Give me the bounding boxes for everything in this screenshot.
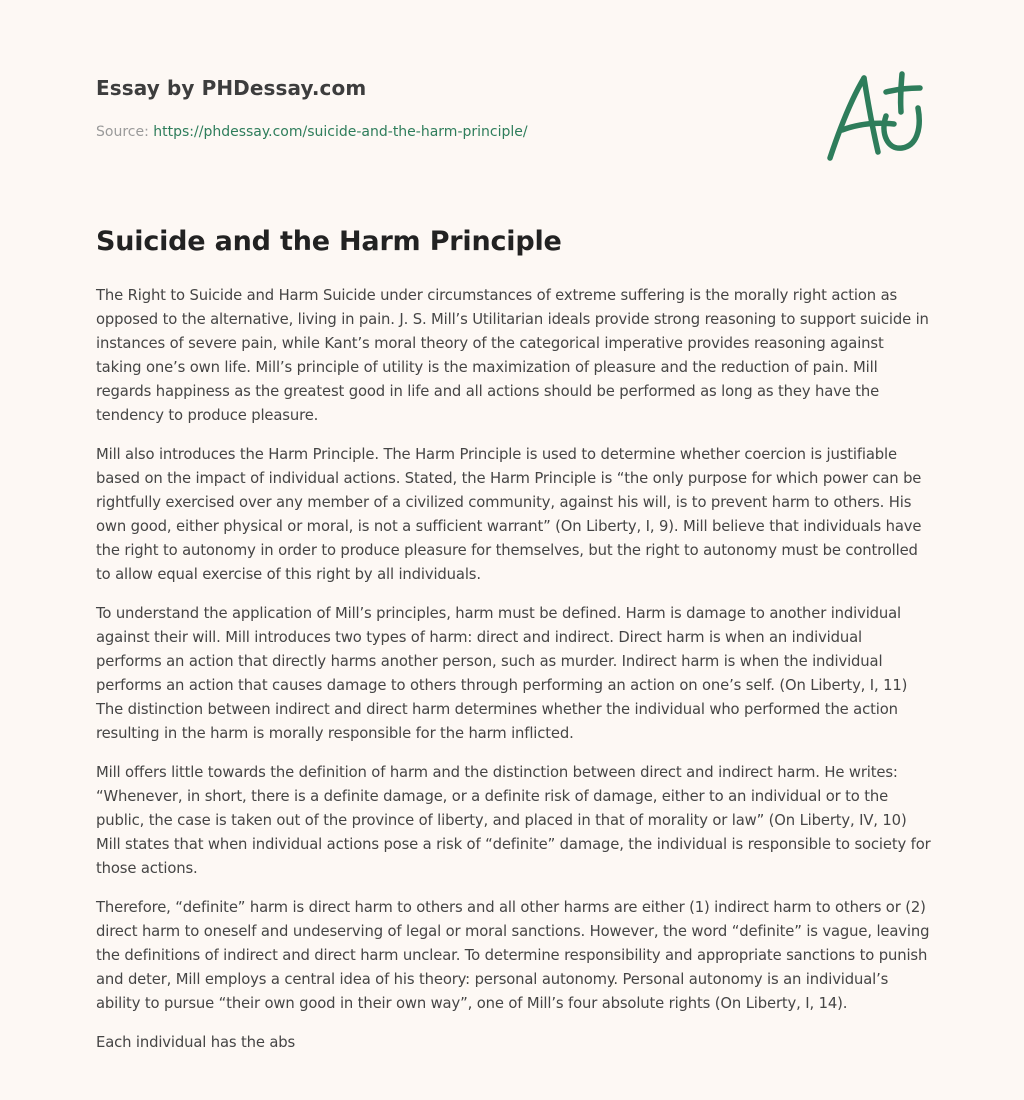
source-label: Source: bbox=[96, 124, 154, 140]
a-plus-logo-icon bbox=[822, 68, 928, 164]
essay-paragraph: Mill also introduces the Harm Principle. The Harm Principle is used to determine whether coercion is justifiable based on the impact of individual actions. Stated, the Harm Principle is “the only purpose for which power can be rightfully exercised over any member of a civilized community, against his will, is to prevent harm to others. His own good, either physical or moral, is not a sufficient warrant” (On Liberty, I, 9). Mill believe that individuals have the right to autonomy in order to produce pleasure for themselves, but the right to autonomy must be controlled to allow equal exercise of this right by all individuals. bbox=[96, 446, 922, 583]
essay-title: Suicide and the Harm Principle bbox=[96, 226, 562, 257]
source-link[interactable]: https://phdessay.com/suicide-and-the-harm-principle/ bbox=[153, 124, 528, 140]
essay-paragraph-truncated: Each individual has the abs bbox=[96, 1034, 296, 1051]
site-brand: Essay by PHDessay.com bbox=[96, 76, 367, 100]
essay-body bbox=[96, 284, 932, 1070]
essay-paragraph: The Right to Suicide and Harm Suicide under circumstances of extreme suffering is the morally right action as opposed to the alternative, living in pain. J. S. Mill’s Utilitarian ideals provide strong reasoning to support suicide in instances of severe pain, while Kant’s moral theory of the categorical imperative provides reasoning against taking one’s own life. Mill’s principle of utility is the maximization of pleasure and the reduction of pain. Mill regards happiness as the greatest good in life and all actions should be performed as long as they have the tendency to produce pleasure. bbox=[96, 287, 929, 424]
essay-paragraph: Therefore, “definite” harm is direct harm to others and all other harms are either (1) indirect harm to others or (2) direct harm to oneself and undeserving of legal or moral sanctions. However, the word “definite” is vague, leaving the definitions of indirect and direct harm unclear. To determine responsibility and appropriate sanctions to punish and deter, Mill employs a central idea of his theory: personal autonomy. Personal autonomy is an individual’s ability to pursue “their own good in their own way”, one of Mill’s four absolute rights (On Liberty, I, 14). bbox=[96, 899, 930, 1012]
essay-paragraph: Mill offers little towards the definition of harm and the distinction between direct and indirect harm. He writes: “Whenever, in short, there is a definite damage, or a definite risk of damage, either to an individual or to the public, the case is taken out of the province of liberty, and placed in that of morality or law” (On Liberty, IV, 10) Mill states that when individual actions pose a risk of “definite” damage, the individual is responsible to society for those actions. bbox=[96, 764, 931, 877]
source-line bbox=[96, 124, 528, 140]
essay-paragraph: To understand the application of Mill’s principles, harm must be defined. Harm is damage to another individual against their will. Mill introduces two types of harm: direct and indirect. Direct harm is when an individual performs an action that directly harms another person, such as murder. Indirect harm is when the individual performs an action that causes damage to others through performing an action on one’s self. (On Liberty, I, 11) The distinction between indirect and direct harm determines whether the individual who performed the action resulting in the harm is morally responsible for the harm inflicted. bbox=[96, 605, 908, 742]
